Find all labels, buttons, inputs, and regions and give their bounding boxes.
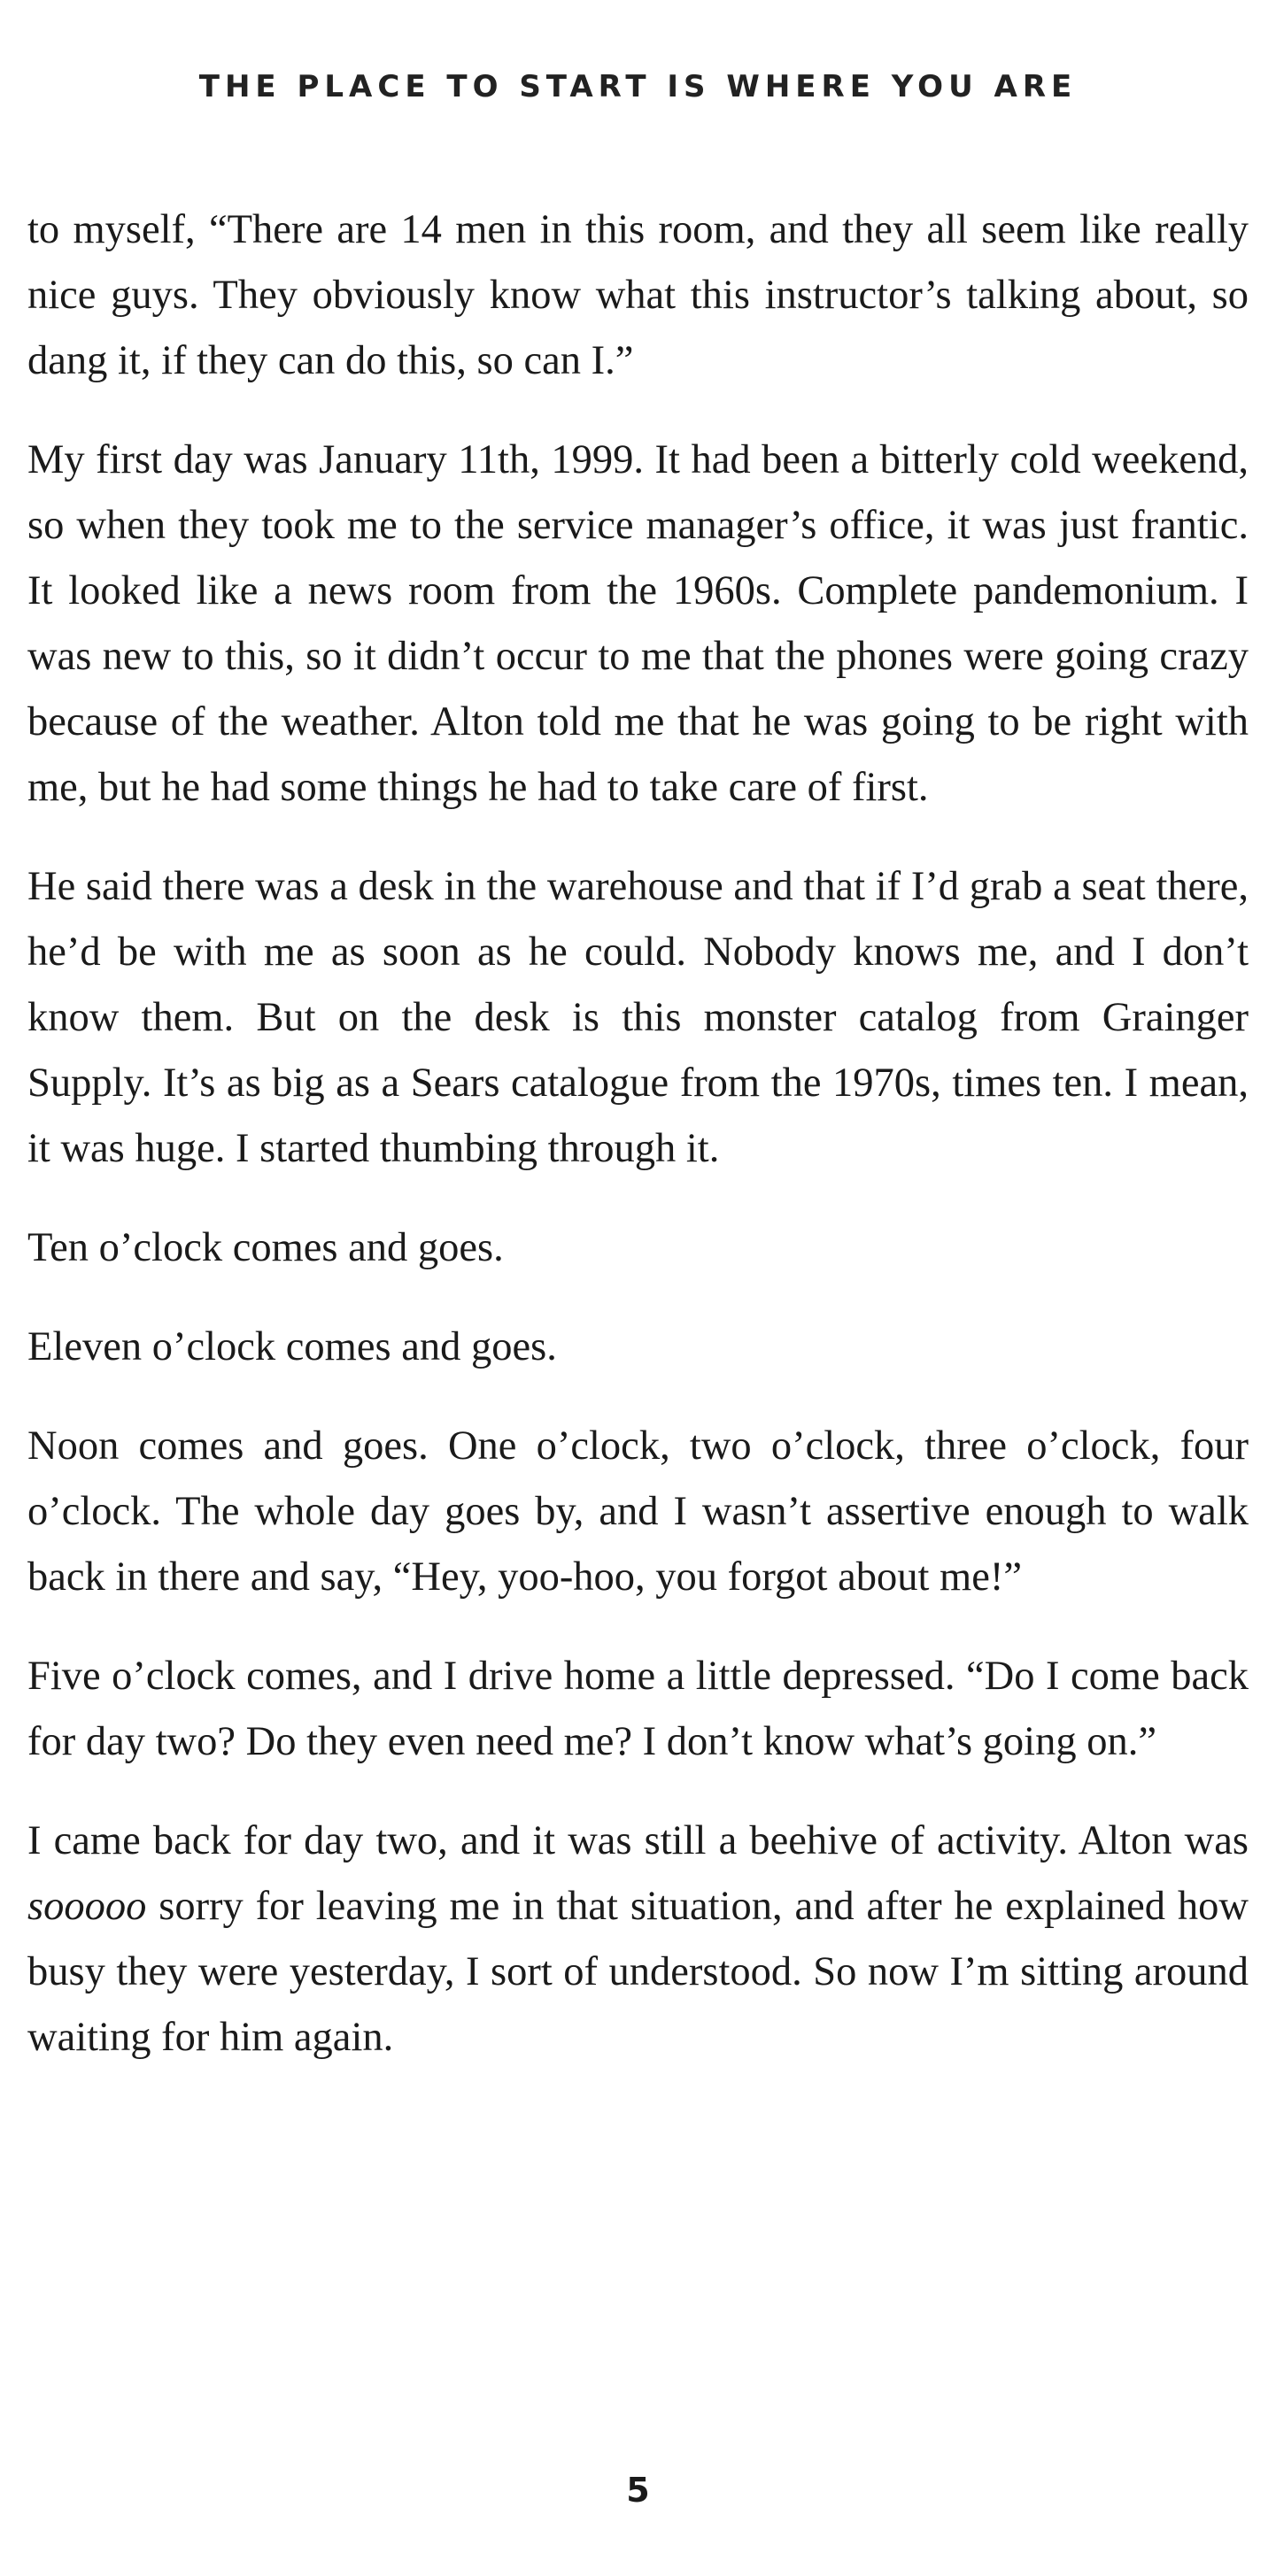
running-head: THE PLACE TO START IS WHERE YOU ARE	[198, 69, 1078, 104]
paragraph: Five o’clock comes, and I drive home a little depressed. “Do I come back for day two? Do they even need me? I don’t know what’s going on.”	[27, 1654, 1249, 1764]
emphasis-text: sooooo	[27, 1884, 147, 1929]
paragraph-text: I came back for day two, and it was still a beehive of activity. Alton was	[27, 1818, 1249, 1863]
paragraph: My first day was January 11th, 1999. It had been a bitterly cold weekend, so when they took me to the service manager’s office, it was just frantic. It looked like a news room from the 1960s. Complete pandemonium. I was new to this, so it didn’t occur to me that the phones were going crazy because of the weather. Alton told me that he was going to be right with me, but he had some things he had to take care of first.	[27, 437, 1249, 810]
paragraph: Eleven o’clock comes and goes.	[27, 1324, 557, 1369]
paragraph: to myself, “There are 14 men in this room, and they all seem like really nice guys. They obviously know what this instructor’s talking about, so dang it, if they can do this, so can I.”	[27, 207, 1249, 383]
paragraph-text: sorry for leaving me in that situation, and after he explained how busy they were yesterday, I sort of understood. So now I’m sitting around waiting for him again.	[27, 1884, 1249, 2060]
body-text	[27, 197, 1249, 2104]
paragraph	[27, 1809, 1249, 2071]
paragraph: He said there was a desk in the warehouse and that if I’d grab a seat there, he’d be with me as soon as he could. Nobody knows me, and I don’t know them. But on the desk is this monster catalog from Grainger Supply. It’s as big as a Sears catalogue from the 1970s, times ten. I mean, it was huge. I started thumbing through it.	[27, 864, 1249, 1171]
paragraph: Noon comes and goes. One o’clock, two o’clock, three o’clock, four o’clock. The whole day goes by, and I wasn’t assertive enough to walk back in there and say, “Hey, yoo-hoo, you forgot about me!”	[27, 1423, 1249, 1600]
page-number: 5	[626, 2471, 650, 2510]
paragraph: Ten o’clock comes and goes.	[27, 1225, 504, 1270]
